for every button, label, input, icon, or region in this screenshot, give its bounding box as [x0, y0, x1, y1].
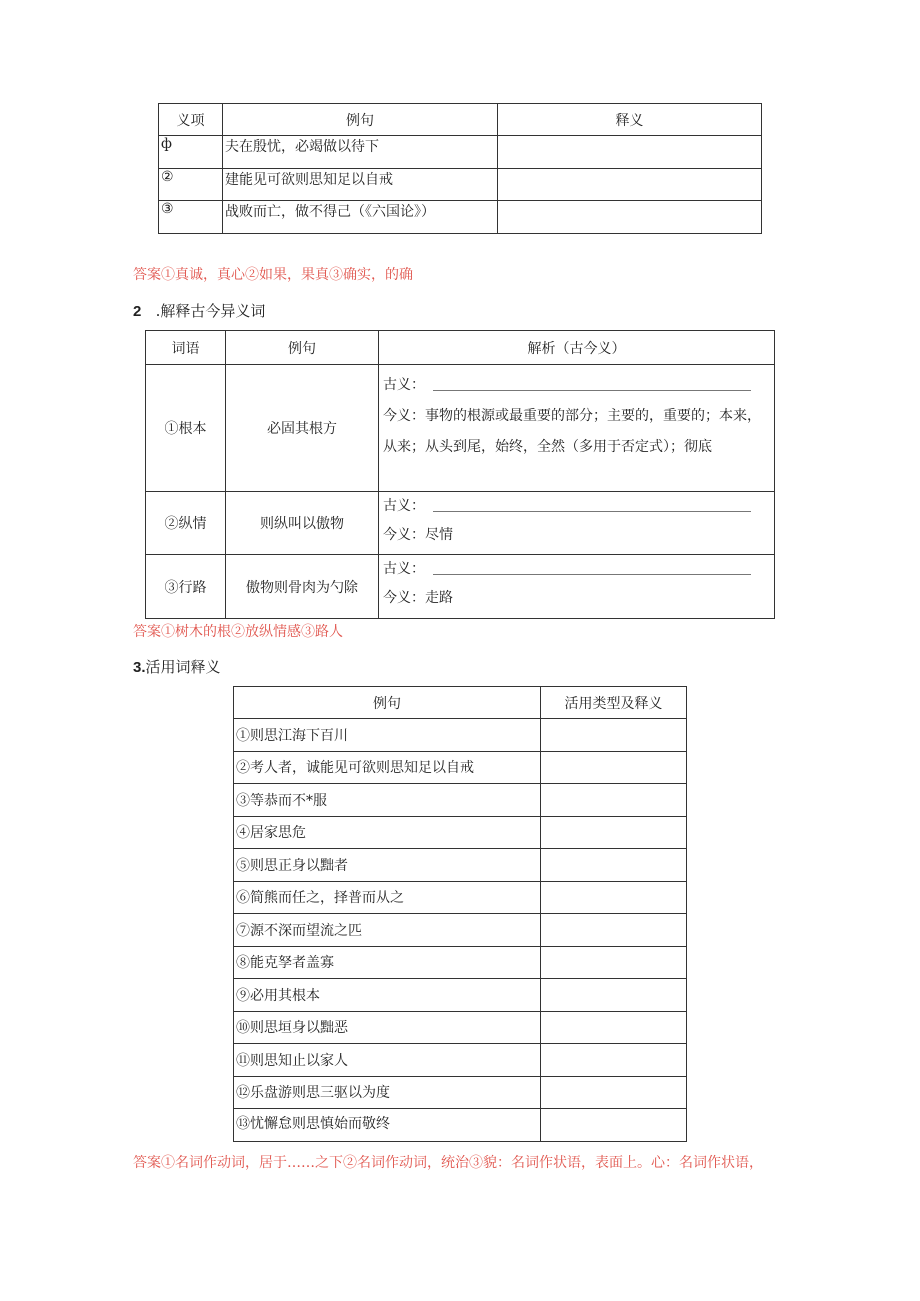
- row-number: ③: [159, 201, 223, 234]
- answer-blank[interactable]: [433, 501, 751, 512]
- section-title: .解释古今异义词: [155, 302, 266, 320]
- row-number: ②: [159, 169, 223, 201]
- usage-cell: [541, 719, 687, 752]
- answer-2: 答案①树木的根②放纵情感③路人: [133, 624, 343, 640]
- section-number: 2: [133, 303, 142, 320]
- meaning-cell: [498, 201, 762, 234]
- answer-blank[interactable]: [433, 564, 751, 575]
- example-text: 则纵叫以傲物: [226, 492, 379, 555]
- example-text: 必固其根方: [226, 365, 379, 492]
- answer-1: 答案①真诚，真心②如果，果真③确实，的确: [133, 267, 413, 283]
- header-example: 例句: [234, 687, 541, 719]
- analysis-cell: [379, 492, 775, 555]
- example-text: ②考人者，诚能见可欲则思知足以自戒: [234, 751, 541, 784]
- word-cell: ①根本: [146, 365, 226, 492]
- example-text: 建能见可欲则思知足以自戒: [223, 169, 498, 201]
- usage-cell: [541, 1011, 687, 1044]
- section-title: 活用词释义: [145, 658, 221, 676]
- usage-cell: [541, 946, 687, 979]
- example-text: 傲物则骨肉为勺除: [226, 555, 379, 619]
- table-row: [234, 816, 687, 849]
- usage-cell: [541, 784, 687, 817]
- header-word: 词语: [146, 331, 226, 365]
- example-text: ⑪则思知止以家人: [234, 1044, 541, 1077]
- section-number: 3.: [133, 659, 146, 676]
- table-row: [234, 881, 687, 914]
- example-text: ⑤则思正身以黜者: [234, 849, 541, 882]
- ancient-label: 古义：: [383, 498, 425, 514]
- table-row: [234, 979, 687, 1012]
- usage-cell: [541, 1044, 687, 1077]
- table-row: [234, 914, 687, 947]
- table-row: [234, 1044, 687, 1077]
- meaning-cell: [498, 169, 762, 201]
- header-example: 例句: [226, 331, 379, 365]
- table-row: [234, 1109, 687, 1142]
- table-row: [234, 946, 687, 979]
- example-text: ⑫乐盘游则思三驱以为度: [234, 1076, 541, 1109]
- example-text: 夫在殷忧，必竭做以待下: [223, 136, 498, 169]
- table-row: [234, 1076, 687, 1109]
- answer-3: 答案①名词作动词，居于……之下②名词作动词，统治③貌：名词作状语，表面上。心：名词作状语，: [133, 1155, 763, 1171]
- usage-cell: [541, 979, 687, 1012]
- section-3-heading: [133, 656, 221, 677]
- example-text: ④居家思危: [234, 816, 541, 849]
- section-2-heading: [133, 300, 265, 321]
- table-row: [159, 169, 762, 201]
- meaning-cell: [498, 136, 762, 169]
- table-row: [234, 719, 687, 752]
- usage-cell: [541, 1076, 687, 1109]
- table-word-usage: [233, 686, 687, 1142]
- example-text: ⑨必用其根本: [234, 979, 541, 1012]
- example-text: ⑬忧懈怠则思慎始而敬终: [234, 1109, 541, 1142]
- word-cell: ③行路: [146, 555, 226, 619]
- table-row: [146, 555, 775, 619]
- table-word-senses: [158, 103, 762, 234]
- answer-blank[interactable]: [433, 380, 751, 391]
- table-row: [234, 849, 687, 882]
- example-text: 战败而亡，做不得己（《六国论》）: [223, 201, 498, 234]
- table-row: [159, 201, 762, 234]
- usage-cell: [541, 816, 687, 849]
- modern-meaning: 今义：走路: [383, 590, 453, 606]
- row-number: ф: [159, 136, 223, 169]
- modern-meaning: 今义：尽情: [383, 527, 453, 543]
- table-row: [146, 492, 775, 555]
- header-meaning: 释义: [498, 104, 762, 136]
- usage-cell: [541, 914, 687, 947]
- table-row: [234, 784, 687, 817]
- usage-cell: [541, 751, 687, 784]
- example-text: ⑧能克孥者盖寡: [234, 946, 541, 979]
- header-example: 例句: [223, 104, 498, 136]
- usage-cell: [541, 881, 687, 914]
- table-row: [146, 365, 775, 492]
- table-row: [159, 136, 762, 169]
- header-sense: 义项: [159, 104, 223, 136]
- header-usage: 活用类型及释义: [541, 687, 687, 719]
- ancient-label: 古义：: [383, 377, 425, 393]
- analysis-cell: [379, 555, 775, 619]
- table-row: [234, 1011, 687, 1044]
- usage-cell: [541, 849, 687, 882]
- modern-meaning: 今义：事物的根源或最重要的部分；主要的，重要的；本来，从来；从头到尾，始终，全然（多用于否定式）；彻底: [383, 408, 761, 455]
- example-text: ①则思江海下百川: [234, 719, 541, 752]
- example-text: ③等恭而不*服: [234, 784, 541, 817]
- word-cell: ②纵情: [146, 492, 226, 555]
- header-analysis: 解析（古今义）: [379, 331, 775, 365]
- analysis-cell: [379, 365, 775, 492]
- example-text: ⑩则思垣身以黜恶: [234, 1011, 541, 1044]
- example-text: ⑥简熊而任之，择普而从之: [234, 881, 541, 914]
- example-text: ⑦源不深而望流之匹: [234, 914, 541, 947]
- table-row: [234, 751, 687, 784]
- table-ancient-modern: [145, 330, 775, 619]
- ancient-label: 古义：: [383, 561, 425, 577]
- usage-cell: [541, 1109, 687, 1142]
